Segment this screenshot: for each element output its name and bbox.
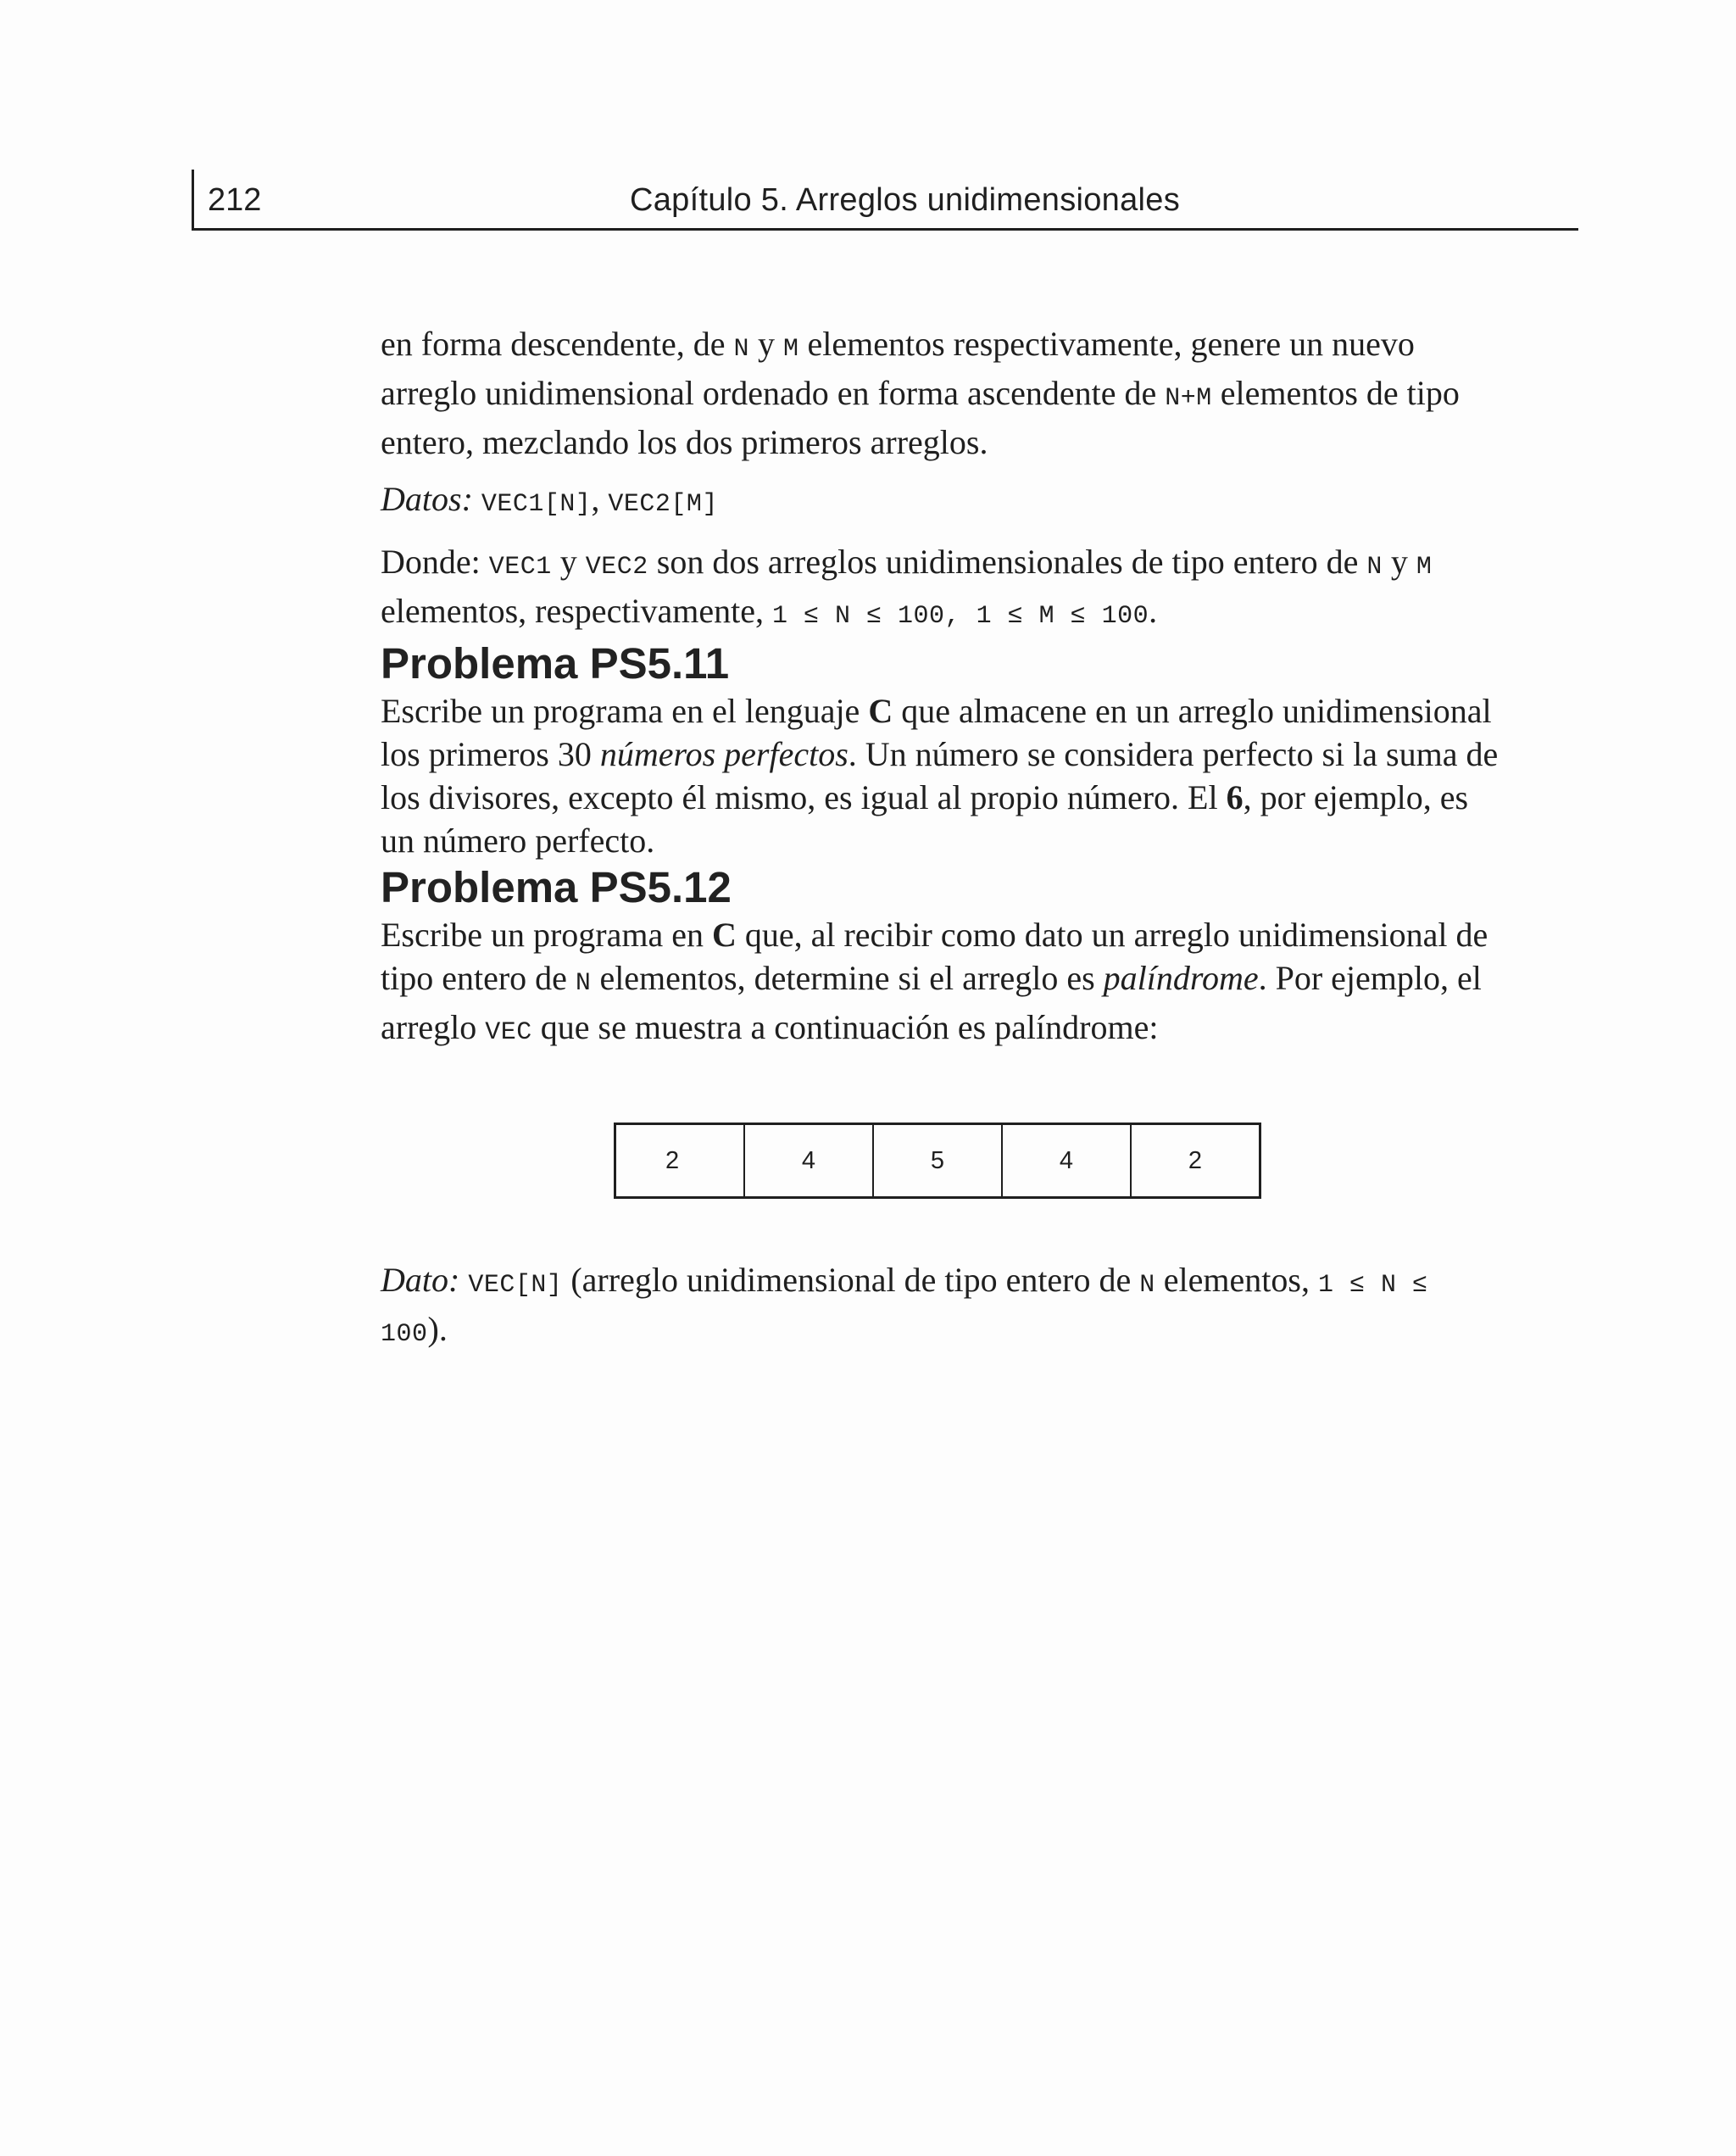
problem-heading-ps5-11: Problema PS5.11 [381, 639, 730, 688]
datos-label: Datos: [381, 480, 473, 518]
code-n: N [733, 335, 749, 364]
text-run: (arreglo unidimensional de tipo entero de [562, 1261, 1140, 1299]
page-header [192, 170, 1578, 231]
text-run: Donde: [381, 543, 489, 581]
text-run: elementos, respectivamente, [381, 592, 773, 630]
text-run: , por ejemplo, es un número perfecto. [381, 778, 1469, 860]
page-number: 212 [208, 182, 262, 218]
text-run: elementos respectivamente, genere un nuevo arreglo unidimensional ordenado en forma ascendente de [381, 325, 1415, 412]
code-constraint: 1 ≤ N ≤ 100, 1 ≤ M ≤ 100 [772, 602, 1149, 631]
array-cell: 2 [615, 1124, 745, 1198]
text-run: y [1382, 543, 1416, 581]
array-cell: 4 [1002, 1124, 1131, 1198]
dato-label: Dato: [381, 1261, 460, 1299]
problem-heading-ps5-12: Problema PS5.12 [381, 863, 732, 911]
code-vec1: VEC1 [488, 553, 552, 582]
code-constraint: 1 ≤ N ≤ 100 [381, 1271, 1428, 1349]
text-run: elementos, determine si el arreglo es [591, 959, 1104, 997]
text-run: son dos arreglos unidimensionales de tipo entero de [648, 543, 1367, 581]
code-n: N [1366, 553, 1383, 582]
language-c: C [868, 692, 893, 730]
text-run: que se muestra a continuación es palíndrome: [531, 1008, 1159, 1046]
array-cell: 2 [1131, 1124, 1260, 1198]
ps5-11-paragraph [381, 689, 1500, 862]
code-n-plus-m: N+M [1165, 384, 1212, 413]
ps5-12-paragraph [381, 913, 1500, 1055]
array-row [615, 1124, 1260, 1198]
array-cell: 5 [873, 1124, 1002, 1198]
code-vec: VEC [485, 1018, 532, 1047]
array-cell: 4 [744, 1124, 873, 1198]
text-run: en forma descendente, de [381, 325, 734, 363]
page-content [381, 322, 1500, 1357]
code-vec1: VEC1[N] [481, 490, 592, 519]
text-run: , [591, 480, 609, 518]
term-numeros-perfectos: números perfectos [599, 735, 849, 773]
text-run: ). [427, 1310, 448, 1348]
datos-paragraph [381, 477, 1500, 526]
text-run: elementos, [1155, 1261, 1318, 1299]
text-run: . [1149, 592, 1158, 630]
code-vec2: VEC2 [585, 553, 648, 582]
text-run: . Por ejemplo, el arreglo [381, 959, 1482, 1046]
array-vec-figure [614, 1123, 1261, 1199]
text-run: que, al recibir como dato un arreglo unidimensional de tipo entero de [381, 916, 1488, 997]
text-run: . Un número se considera perfecto si la suma de los divisores, excepto él mismo, es igual al propio número. El [381, 735, 1499, 816]
text-run: Escribe un programa en el lenguaje [381, 692, 869, 730]
code-m: M [1416, 553, 1433, 582]
text-run: y [551, 543, 586, 581]
intro-paragraph [381, 322, 1500, 464]
text-run: elementos de tipo entero, mezclando los dos primeros arreglos. [381, 374, 1460, 461]
text-run: Escribe un programa en [381, 916, 712, 954]
code-n: N [575, 969, 592, 998]
code-vec2: VEC2[M] [608, 490, 718, 519]
dato-paragraph [381, 1258, 1500, 1357]
donde-paragraph [381, 540, 1500, 638]
text-run: y [748, 325, 783, 363]
running-title: Capítulo 5. Arreglos unidimensionales [630, 182, 1181, 218]
language-c: C [711, 916, 737, 954]
number-six: 6 [1226, 778, 1244, 816]
text-run: que almacene en un arreglo unidimensional los primeros 30 [381, 692, 1492, 773]
code-m: M [782, 335, 799, 364]
term-palindrome: palíndrome [1103, 959, 1259, 997]
code-n: N [1139, 1271, 1155, 1300]
code-vec-n: VEC[N] [468, 1271, 563, 1300]
